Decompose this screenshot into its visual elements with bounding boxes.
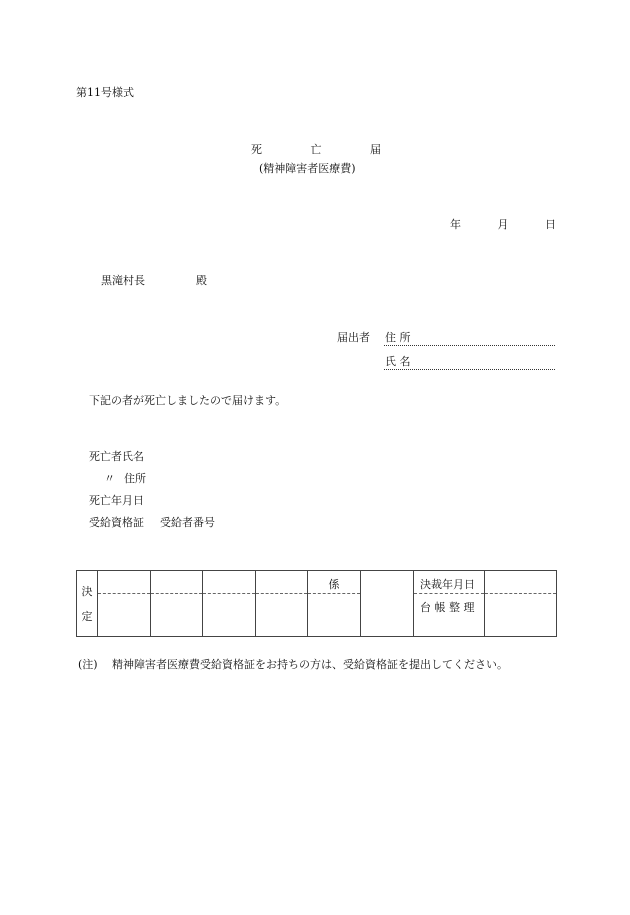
- decision-char: 決: [81, 585, 93, 599]
- decision-char: 定: [81, 609, 93, 623]
- decision-date-cell: [414, 571, 485, 594]
- form-title: [251, 144, 381, 155]
- approval-cell[interactable]: [151, 594, 203, 637]
- title-char: 死: [251, 143, 262, 156]
- decision-date-value[interactable]: [485, 571, 557, 594]
- field-address: 住所: [124, 472, 146, 485]
- ditto-mark: 〃: [104, 472, 115, 485]
- addressee-name: 黒滝村長: [101, 274, 145, 287]
- title-char: 亡: [310, 143, 322, 156]
- ledger-value[interactable]: [485, 594, 557, 637]
- field-recipient-number: 受給者番号: [160, 516, 215, 529]
- staff-label: 係: [328, 578, 340, 591]
- form-number: 第11号様式: [76, 86, 134, 99]
- staff-cell: [308, 571, 361, 594]
- day-label: 日: [545, 218, 556, 231]
- field-death-date: 死亡年月日: [89, 494, 144, 507]
- year-label: 年: [450, 218, 461, 231]
- approval-cell[interactable]: [98, 594, 151, 637]
- staff-seal-cell[interactable]: [361, 571, 414, 637]
- field-deceased-name: 死亡者氏名: [89, 450, 144, 463]
- month-label: 月: [497, 218, 509, 231]
- approval-cell[interactable]: [98, 571, 151, 594]
- applicant-address-label: 住 所: [385, 331, 411, 344]
- form-subtitle: (精神障害者医療費): [259, 162, 356, 175]
- ledger-label: 台 帳 整 理: [420, 601, 475, 614]
- applicant-label: 届出者: [337, 331, 370, 344]
- note-text: 精神障害者医療費受給資格証をお持ちの方は、受給資格証を提出してください。: [112, 658, 508, 671]
- staff-value-cell[interactable]: [308, 594, 361, 637]
- approval-cell[interactable]: [256, 594, 308, 637]
- field-certificate: 受給資格証: [89, 516, 144, 529]
- approval-cell[interactable]: [151, 571, 203, 594]
- ledger-cell: [414, 594, 485, 637]
- statement-text: 下記の者が死亡しましたので届けます。: [89, 394, 287, 407]
- approval-cell[interactable]: [256, 571, 308, 594]
- title-char: 届: [370, 143, 381, 156]
- applicant-address-line[interactable]: [384, 345, 555, 346]
- date-line: [450, 219, 556, 230]
- decision-cell: [77, 571, 98, 637]
- applicant-name-line[interactable]: [384, 369, 555, 370]
- note-marker: (注): [78, 658, 98, 671]
- addressee-honorific: 殿: [196, 274, 207, 287]
- applicant-name-label: 氏 名: [385, 355, 411, 368]
- approval-cell[interactable]: [203, 571, 256, 594]
- decision-date-label: 決裁年月日: [420, 578, 475, 591]
- approval-cell[interactable]: [203, 594, 256, 637]
- approval-table: [76, 570, 557, 637]
